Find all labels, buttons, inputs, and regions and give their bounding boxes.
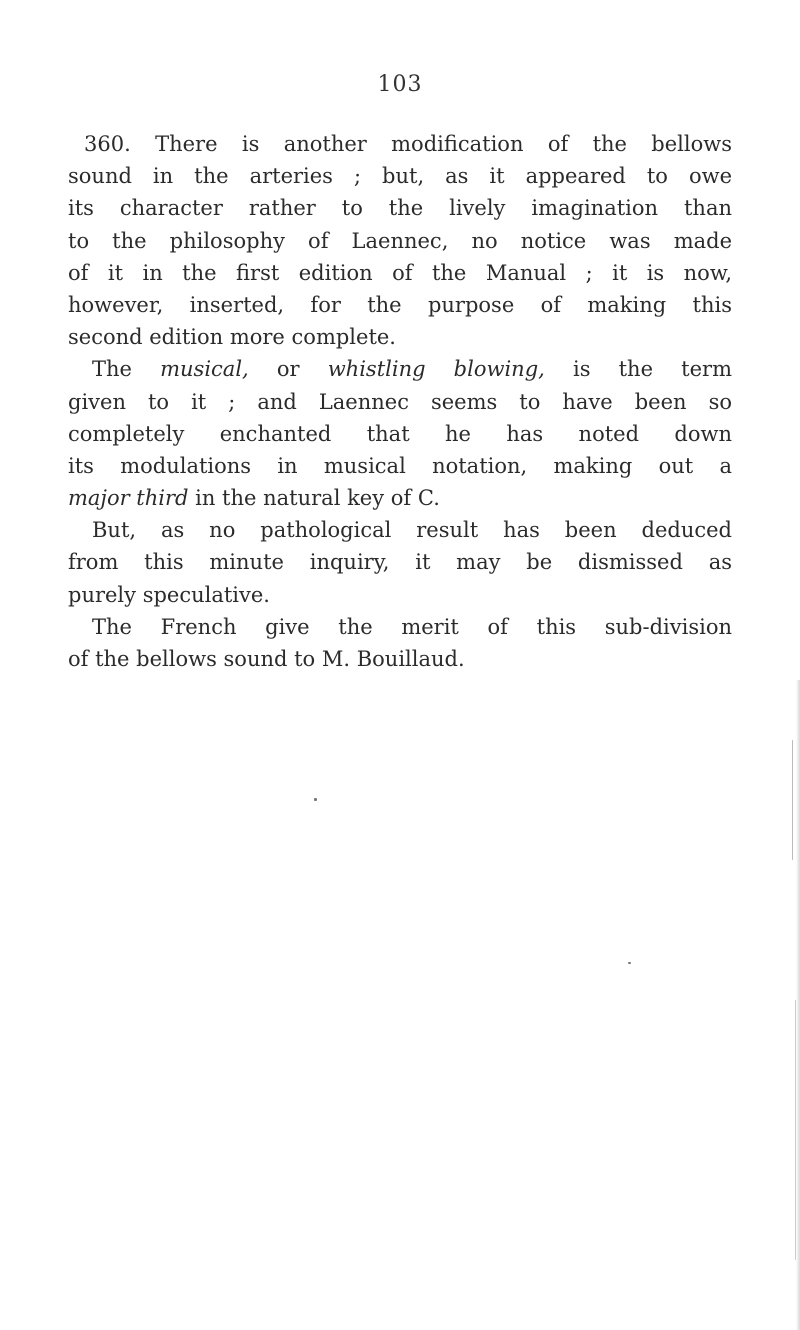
text-line: of it in the first edition of the Manual ; it is now,	[68, 260, 732, 285]
page-number: 103	[377, 72, 423, 97]
text-run: or	[248, 357, 328, 382]
scan-speck	[792, 740, 793, 860]
italic-term-musical: musical,	[160, 357, 249, 382]
text-line: completely enchanted that he has noted down	[68, 421, 732, 446]
text-run: The	[92, 357, 161, 382]
body-text	[68, 128, 732, 675]
paragraph-360	[68, 128, 732, 353]
text-line: But, as no pathological result has been deduced	[92, 518, 732, 543]
text-line	[68, 353, 732, 385]
text-line: second edition more complete.	[68, 325, 396, 350]
text-line: its character rather to the lively imagination than	[68, 196, 732, 221]
page-edge-shadow	[796, 680, 800, 1330]
text-run: in the natural key of C.	[188, 486, 440, 511]
text-line: sound in the arteries ; but, as it appeared to owe	[68, 164, 732, 189]
text-line: from this minute inquiry, it may be dismissed as	[68, 550, 732, 575]
text-line: The French give the merit of this sub-division	[92, 614, 732, 639]
paragraph-french-merit	[68, 611, 732, 675]
text-run: is the term	[544, 357, 732, 382]
text-line: given to it ; and Laennec seems to have been so	[68, 389, 732, 414]
text-line: purely speculative.	[68, 582, 270, 607]
text-line	[68, 482, 732, 514]
text-line: 360. There is another modification of the bellows	[84, 132, 732, 156]
text-line: its modulations in musical notation, making out a	[68, 453, 732, 478]
paragraph-musical-blowing	[68, 353, 732, 514]
text-line: of the bellows sound to M. Bouillaud.	[68, 647, 465, 671]
scan-speck	[628, 962, 631, 964]
text-line: however, inserted, for the purpose of making this	[68, 292, 732, 317]
scan-speck	[314, 798, 317, 801]
paragraph-pathological	[68, 514, 732, 611]
text-line: to the philosophy of Laennec, no notice was made	[68, 228, 732, 253]
italic-term-major-third: major third	[68, 486, 189, 511]
italic-term-whistling-blowing: whistling blowing,	[327, 357, 545, 382]
